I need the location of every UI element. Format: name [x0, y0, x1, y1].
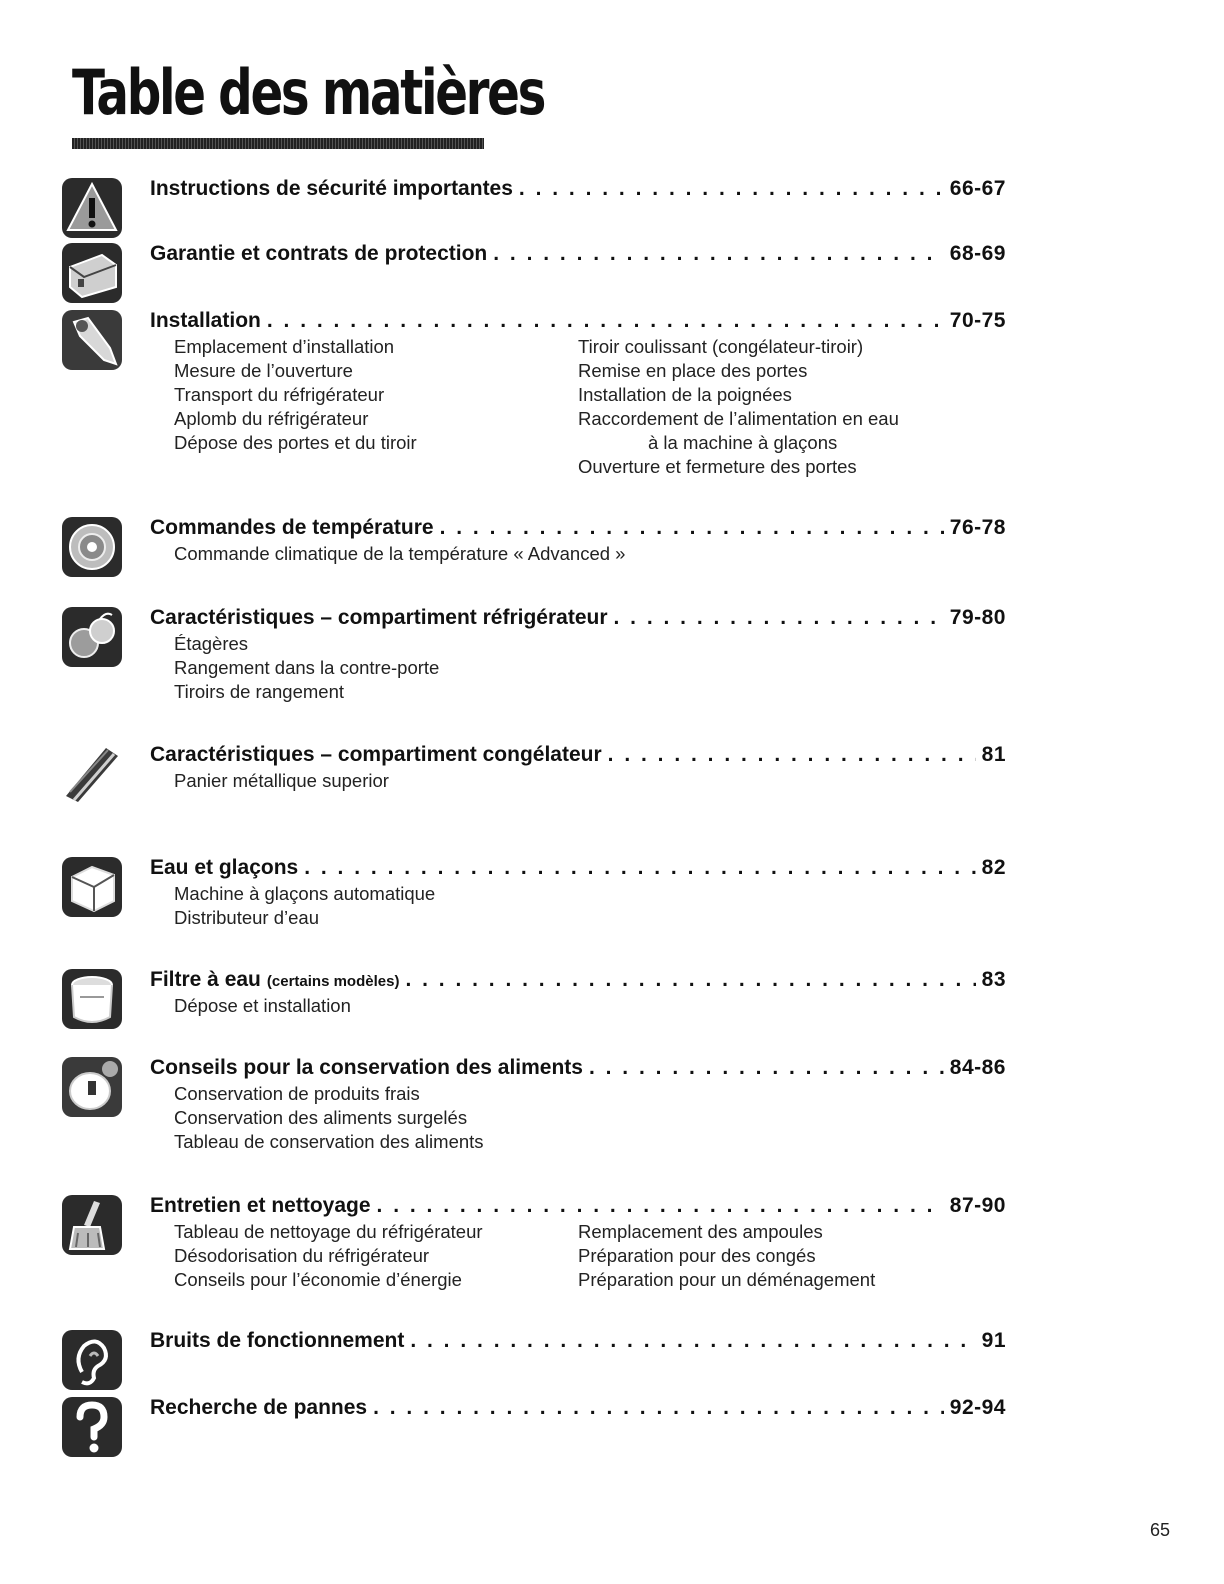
page-range: 83	[981, 968, 1006, 991]
section-title: Caractéristiques – compartiment réfrigérateur	[150, 606, 608, 629]
page-number: 65	[1150, 1520, 1171, 1540]
subtopic[interactable]: Emplacement d’installation	[174, 336, 395, 357]
subtopic[interactable]: Raccordement de l’alimentation en eau	[578, 408, 899, 429]
produce-icon	[60, 605, 124, 669]
subtopic[interactable]: Tableau de conservation des aliments	[174, 1131, 484, 1152]
page-title: Table des matières	[72, 56, 545, 129]
page-range: 70-75	[949, 309, 1006, 332]
toc-heading	[150, 241, 1006, 267]
dot-leader	[267, 308, 944, 334]
subtopics-right	[578, 335, 899, 479]
section-title: Recherche de pannes	[150, 1396, 368, 1419]
page-range: 84-86	[949, 1056, 1006, 1079]
subtopics-left	[174, 882, 435, 930]
section-title: Entretien et nettoyage	[150, 1194, 371, 1217]
section-title: Caractéristiques – compartiment congélateur	[150, 743, 602, 766]
section-title: Filtre à eau	[150, 968, 261, 991]
page-range: 81	[981, 743, 1006, 766]
subtopic[interactable]: Installation de la poignées	[578, 384, 792, 405]
question-icon	[60, 1395, 124, 1459]
dial-icon	[60, 515, 124, 579]
wrench-icon	[60, 308, 124, 372]
subtopic[interactable]: Distributeur d’eau	[174, 907, 319, 928]
page-range: 87-90	[949, 1194, 1006, 1217]
page-range: 82	[981, 856, 1006, 879]
subtopic[interactable]: Dépose et installation	[174, 995, 351, 1016]
subtopic[interactable]: Remplacement des ampoules	[578, 1221, 823, 1242]
subtopic[interactable]: Dépose des portes et du tiroir	[174, 432, 417, 453]
subtopic[interactable]: Tableau de nettoyage du réfrigérateur	[174, 1221, 483, 1242]
subtopic[interactable]: Rangement dans la contre-porte	[174, 657, 440, 678]
cleaning-icon	[60, 1193, 124, 1257]
dot-leader	[440, 515, 944, 541]
section-title: Eau et glaçons	[150, 856, 299, 879]
subtopic[interactable]: Commande climatique de la température « Advanced »	[174, 543, 626, 564]
toc-heading	[150, 1395, 1006, 1421]
subtopic[interactable]: Désodorisation du réfrigérateur	[174, 1245, 430, 1266]
dot-leader	[519, 176, 944, 202]
toc-heading	[150, 855, 1006, 881]
page-range: 92-94	[949, 1396, 1006, 1419]
toc-heading	[150, 515, 1006, 541]
dot-leader	[410, 1328, 975, 1354]
toc-heading	[150, 967, 1006, 995]
warning-icon	[60, 176, 124, 240]
ice-cube-icon	[60, 855, 124, 919]
subtopic[interactable]: Tiroir coulissant (congélateur-tiroir)	[578, 336, 864, 357]
toc-heading	[150, 308, 1006, 334]
subtopics-left	[174, 1082, 484, 1154]
subtopics-left	[174, 1220, 483, 1292]
subtopic[interactable]: Préparation pour des congés	[578, 1245, 816, 1266]
subtopic[interactable]: Préparation pour un déménagement	[578, 1269, 876, 1290]
page-range: 66-67	[949, 177, 1006, 200]
food-storage-icon	[60, 1055, 124, 1119]
dot-leader	[405, 967, 975, 993]
dot-leader	[493, 241, 944, 267]
subtopic[interactable]: Conseils pour l’économie d’énergie	[174, 1269, 462, 1290]
ear-icon	[60, 1328, 124, 1392]
dot-leader	[373, 1395, 944, 1421]
subtopic[interactable]: Remise en place des portes	[578, 360, 808, 381]
subtopics-left	[174, 632, 439, 704]
section-title: Garantie et contrats de protection	[150, 242, 488, 265]
dot-leader	[614, 605, 944, 631]
page-range: 76-78	[949, 516, 1006, 539]
subtopic[interactable]: Tiroirs de rangement	[174, 681, 344, 702]
subtopics-left	[174, 542, 625, 566]
section-title: Commandes de température	[150, 516, 434, 539]
toc-heading	[150, 742, 1006, 768]
dot-leader	[304, 855, 975, 881]
toc-heading	[150, 176, 1006, 202]
subtopic[interactable]: Ouverture et fermeture des portes	[578, 456, 857, 477]
subtopic[interactable]: Aplomb du réfrigérateur	[174, 408, 369, 429]
title-underline	[72, 138, 484, 149]
section-title: Conseils pour la conservation des aliments	[150, 1056, 583, 1079]
subtopics-left	[174, 769, 389, 793]
subtopic[interactable]: Mesure de l’ouverture	[174, 360, 353, 381]
section-title-note: (certains modèles)	[266, 973, 400, 990]
subtopic[interactable]: Panier métallique superior	[174, 770, 389, 791]
subtopic-continuation[interactable]: à la machine à glaçons	[648, 432, 838, 453]
dot-leader	[608, 742, 976, 768]
section-title: Bruits de fonctionnement	[150, 1329, 405, 1352]
toc-heading	[150, 1193, 1006, 1219]
water-filter-icon	[60, 967, 124, 1031]
subtopics-right	[578, 1220, 875, 1292]
section-title: Installation	[150, 309, 261, 332]
toc-heading	[150, 605, 1006, 631]
freezer-icon	[60, 742, 124, 806]
toc-heading	[150, 1055, 1006, 1081]
page-range: 79-80	[949, 606, 1006, 629]
dot-leader	[377, 1193, 944, 1219]
subtopic[interactable]: Conservation de produits frais	[174, 1083, 420, 1104]
subtopic[interactable]: Machine à glaçons automatique	[174, 883, 436, 904]
subtopic[interactable]: Conservation des aliments surgelés	[174, 1107, 468, 1128]
toc-heading	[150, 1328, 1006, 1354]
subtopic[interactable]: Étagères	[174, 633, 249, 654]
subtopics-left	[174, 335, 417, 455]
subtopic[interactable]: Transport du réfrigérateur	[174, 384, 385, 405]
page-range: 68-69	[949, 242, 1006, 265]
dot-leader	[589, 1055, 944, 1081]
section-title: Instructions de sécurité importantes	[150, 177, 513, 200]
page-range: 91	[981, 1329, 1006, 1352]
toolbox-icon	[60, 241, 124, 305]
subtopics-left	[174, 994, 351, 1018]
